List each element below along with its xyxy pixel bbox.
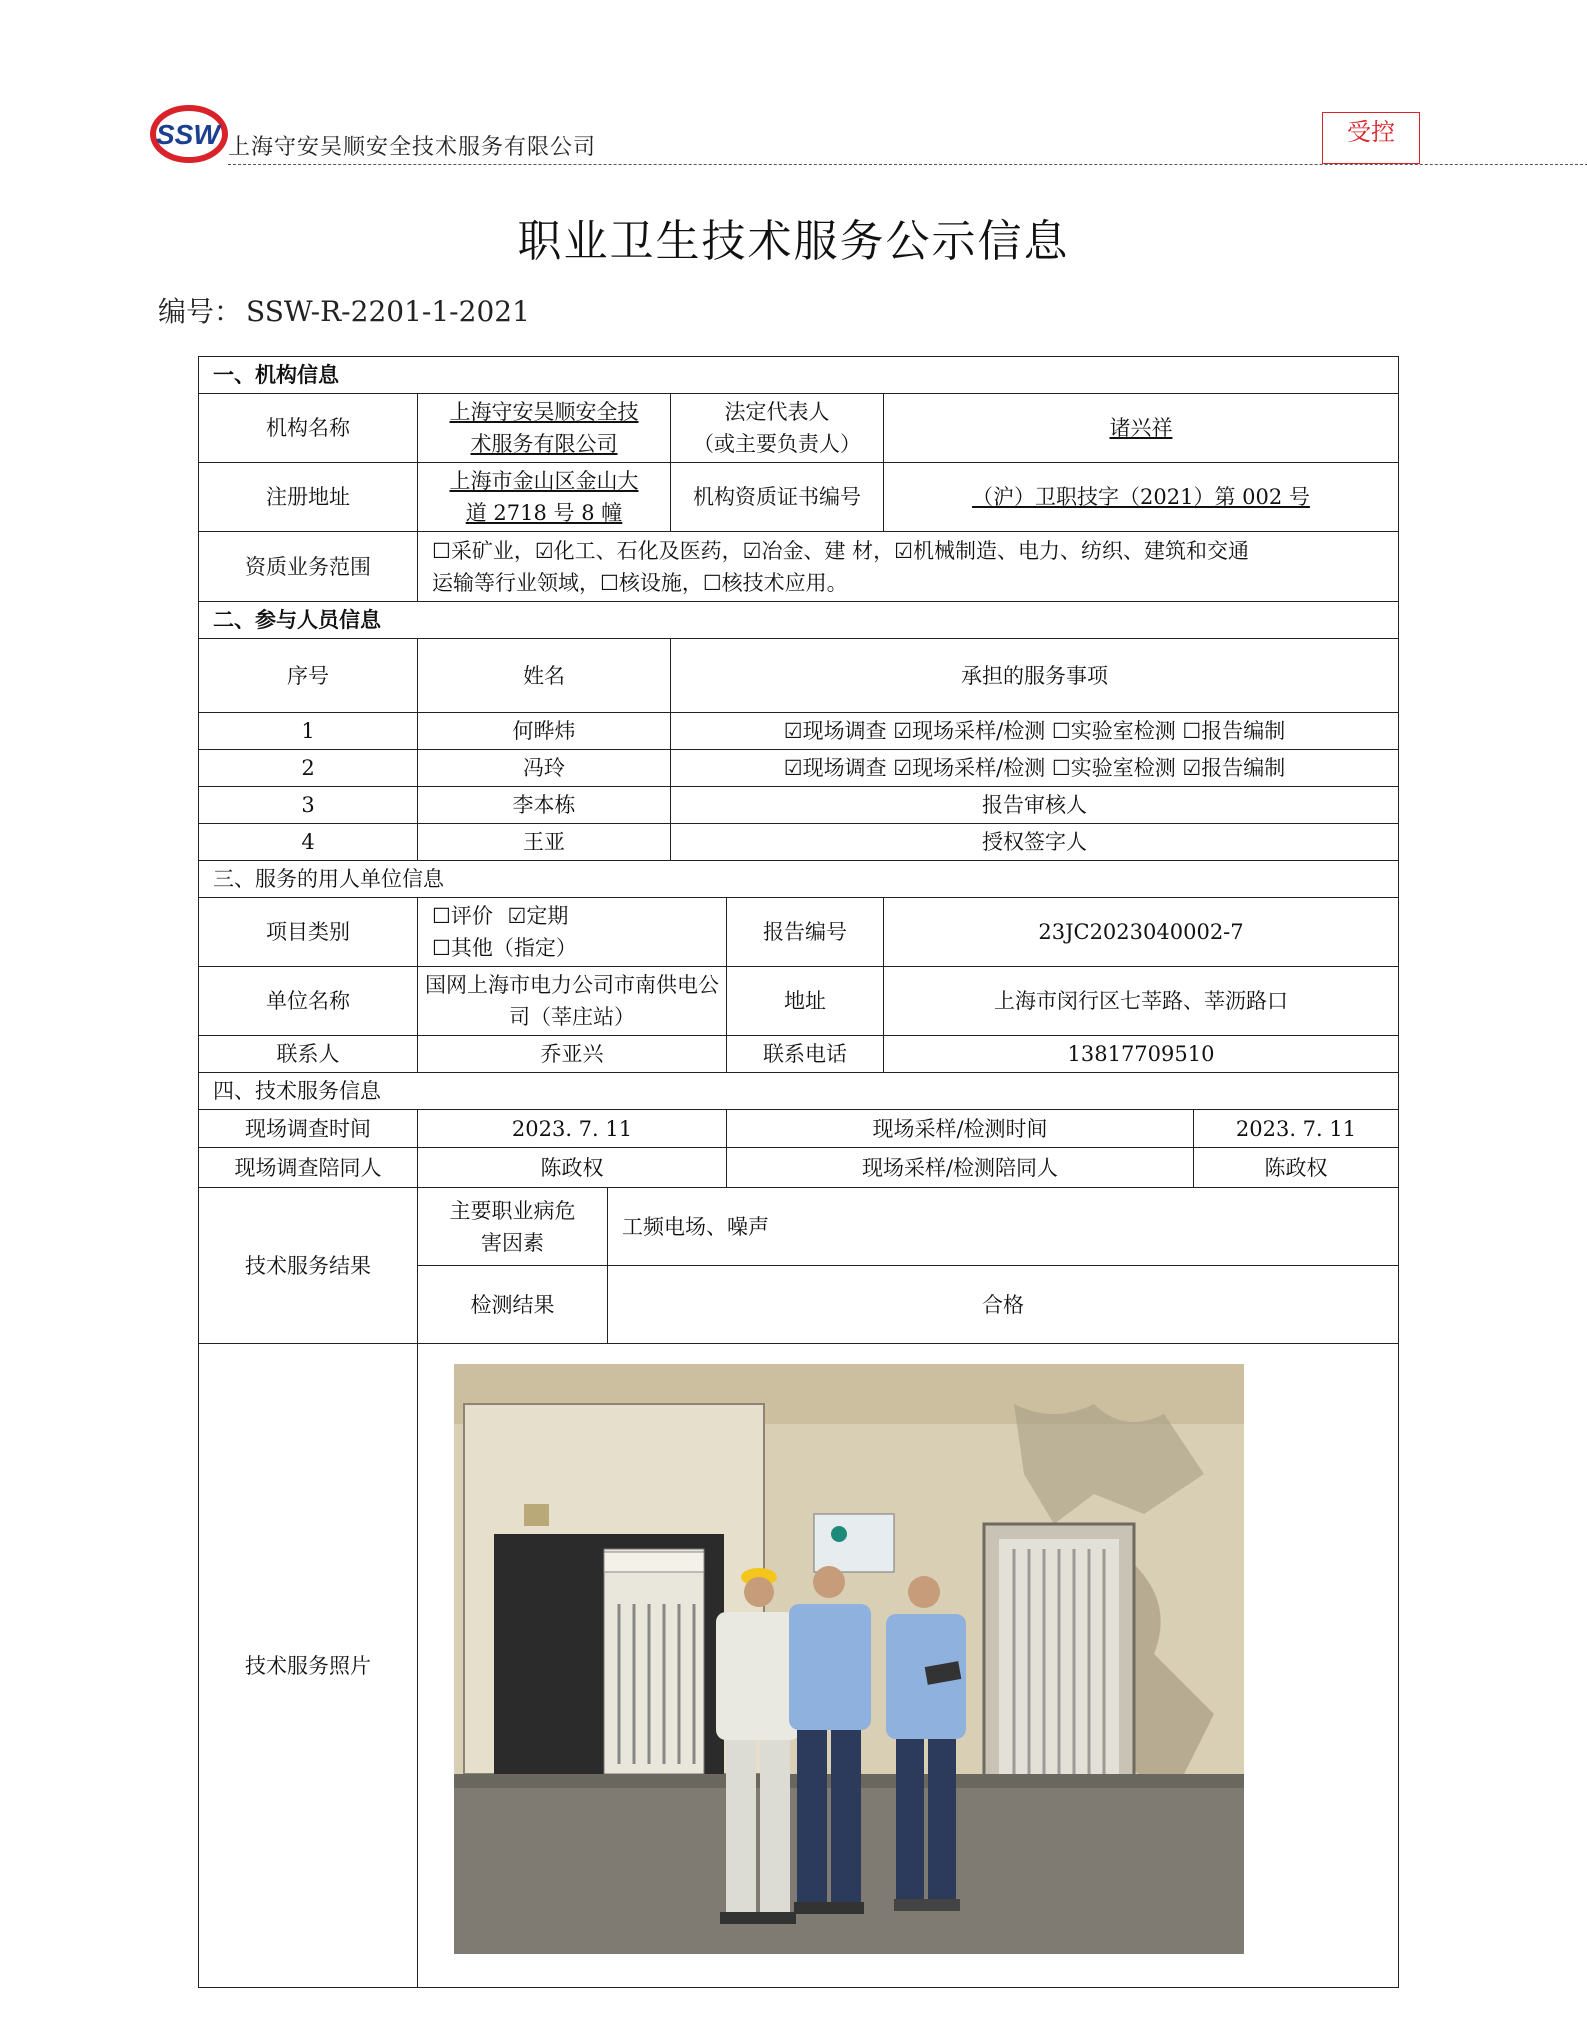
scope-line1: ☐采矿业，☑化工、石化及医药，☑冶金、建 材，☑机械制造、电力、纺织、建筑和交通 bbox=[432, 538, 1249, 563]
project-type-label: 项目类别 bbox=[199, 898, 418, 967]
hazard-label-line2: 害因素 bbox=[481, 1230, 544, 1255]
section-heading-service: 四、技术服务信息 bbox=[199, 1073, 1399, 1110]
legal-rep-value: 诸兴祥 bbox=[884, 394, 1399, 463]
result-label: 技术服务结果 bbox=[199, 1188, 418, 1344]
section-heading-org: 一、机构信息 bbox=[199, 357, 1399, 394]
org-name-line1: 上海守安吴顺安全技 bbox=[449, 400, 639, 424]
legal-rep-label bbox=[671, 394, 884, 463]
row-name: 何晔炜 bbox=[418, 713, 671, 750]
sampling-time-value: 2023. 7. 11 bbox=[1194, 1110, 1399, 1148]
hazard-value: 工频电场、噪声 bbox=[608, 1188, 1399, 1266]
scope-line2: 运输等行业领域，☐核设施，☐核技术应用。 bbox=[432, 570, 848, 595]
address-line1: 上海市金山区金山大 bbox=[449, 469, 639, 493]
document-number bbox=[154, 290, 530, 330]
service-photo bbox=[454, 1364, 1244, 1954]
document-header bbox=[148, 98, 1448, 166]
report-no-value: 23JC2023040002-7 bbox=[884, 898, 1399, 967]
ssw-logo bbox=[148, 98, 230, 166]
contact-value: 乔亚兴 bbox=[418, 1036, 727, 1073]
test-result-value: 合格 bbox=[608, 1266, 1399, 1344]
row-items: 报告审核人 bbox=[671, 787, 1399, 824]
logo-text: SSW bbox=[156, 119, 220, 150]
table-row bbox=[199, 787, 1399, 824]
row-no: 2 bbox=[199, 750, 418, 787]
sampling-escort-label: 现场采样/检测陪同人 bbox=[727, 1148, 1194, 1188]
org-name-value bbox=[418, 394, 671, 463]
survey-time-value: 2023. 7. 11 bbox=[418, 1110, 727, 1148]
survey-escort-label: 现场调查陪同人 bbox=[199, 1148, 418, 1188]
address-value bbox=[418, 463, 671, 532]
unit-name-value bbox=[418, 967, 727, 1036]
photo-cell bbox=[418, 1344, 1399, 1988]
section-heading-personnel: 二、参与人员信息 bbox=[199, 602, 1399, 639]
page-title: 职业卫生技术服务公示信息 bbox=[517, 216, 1070, 267]
phone-label: 联系电话 bbox=[727, 1036, 884, 1073]
row-no: 1 bbox=[199, 713, 418, 750]
org-name-line2: 术服务有限公司 bbox=[470, 432, 618, 456]
phone-value: 13817709510 bbox=[884, 1036, 1399, 1073]
header-divider bbox=[228, 164, 1587, 165]
controlled-stamp: 受控 bbox=[1322, 112, 1420, 164]
photo-label: 技术服务照片 bbox=[199, 1344, 418, 1988]
document-number-value: SSW-R-2201-1-2021 bbox=[246, 295, 530, 328]
row-items: 授权签字人 bbox=[671, 824, 1399, 861]
section-heading-employer: 三、服务的用人单位信息 bbox=[199, 861, 1399, 898]
row-items: ☑现场调查 ☑现场采样/检测 ☐实验室检测 ☐报告编制 bbox=[671, 713, 1399, 750]
test-result-label: 检测结果 bbox=[418, 1266, 608, 1344]
document-number-label: 编号： bbox=[158, 295, 243, 328]
cert-label: 机构资质证书编号 bbox=[671, 463, 884, 532]
unit-address-value: 上海市闵行区七莘路、莘沥路口 bbox=[884, 967, 1399, 1036]
survey-time-label: 现场调查时间 bbox=[199, 1110, 418, 1148]
option-other: ☐其他（指定） bbox=[432, 936, 577, 960]
cert-value: （沪）卫职技字（2021）第 002 号 bbox=[884, 463, 1399, 532]
sampling-time-label: 现场采样/检测时间 bbox=[727, 1110, 1194, 1148]
row-items: ☑现场调查 ☑现场采样/检测 ☐实验室检测 ☑报告编制 bbox=[671, 750, 1399, 787]
col-header-no: 序号 bbox=[199, 639, 418, 713]
info-table bbox=[198, 356, 1399, 1988]
contact-label: 联系人 bbox=[199, 1036, 418, 1073]
table-row bbox=[199, 713, 1399, 750]
scope-value bbox=[418, 532, 1399, 602]
unit-name-label: 单位名称 bbox=[199, 967, 418, 1036]
scope-label: 资质业务范围 bbox=[199, 532, 418, 602]
legal-rep-label-line2: （或主要负责人） bbox=[693, 432, 861, 456]
row-no: 3 bbox=[199, 787, 418, 824]
survey-escort-value: 陈政权 bbox=[418, 1148, 727, 1188]
row-no: 4 bbox=[199, 824, 418, 861]
option-periodic: ☑定期 bbox=[507, 904, 569, 928]
row-name: 王亚 bbox=[418, 824, 671, 861]
table-row bbox=[199, 750, 1399, 787]
report-no-label: 报告编号 bbox=[727, 898, 884, 967]
unit-name-line1: 国网上海市电力公司市南供电公 bbox=[425, 973, 719, 997]
col-header-items: 承担的服务事项 bbox=[671, 639, 1399, 713]
table-row bbox=[199, 824, 1399, 861]
legal-rep-label-line1: 法定代表人 bbox=[724, 400, 830, 424]
unit-name-line2: 司（莘庄站） bbox=[509, 1005, 635, 1029]
col-header-name: 姓名 bbox=[418, 639, 671, 713]
address-label: 注册地址 bbox=[199, 463, 418, 532]
row-name: 李本栋 bbox=[418, 787, 671, 824]
sampling-escort-value: 陈政权 bbox=[1194, 1148, 1399, 1188]
hazard-label-line1: 主要职业病危 bbox=[449, 1198, 576, 1223]
address-line2: 道 2718 号 8 幢 bbox=[465, 501, 623, 525]
row-name: 冯玲 bbox=[418, 750, 671, 787]
option-evaluation: ☐评价 bbox=[432, 904, 493, 928]
unit-address-label: 地址 bbox=[727, 967, 884, 1036]
project-type-options bbox=[418, 898, 727, 967]
org-name-label: 机构名称 bbox=[199, 394, 418, 463]
hazard-label bbox=[418, 1188, 608, 1266]
company-name: 上海守安吴顺安全技术服务有限公司 bbox=[228, 135, 597, 160]
